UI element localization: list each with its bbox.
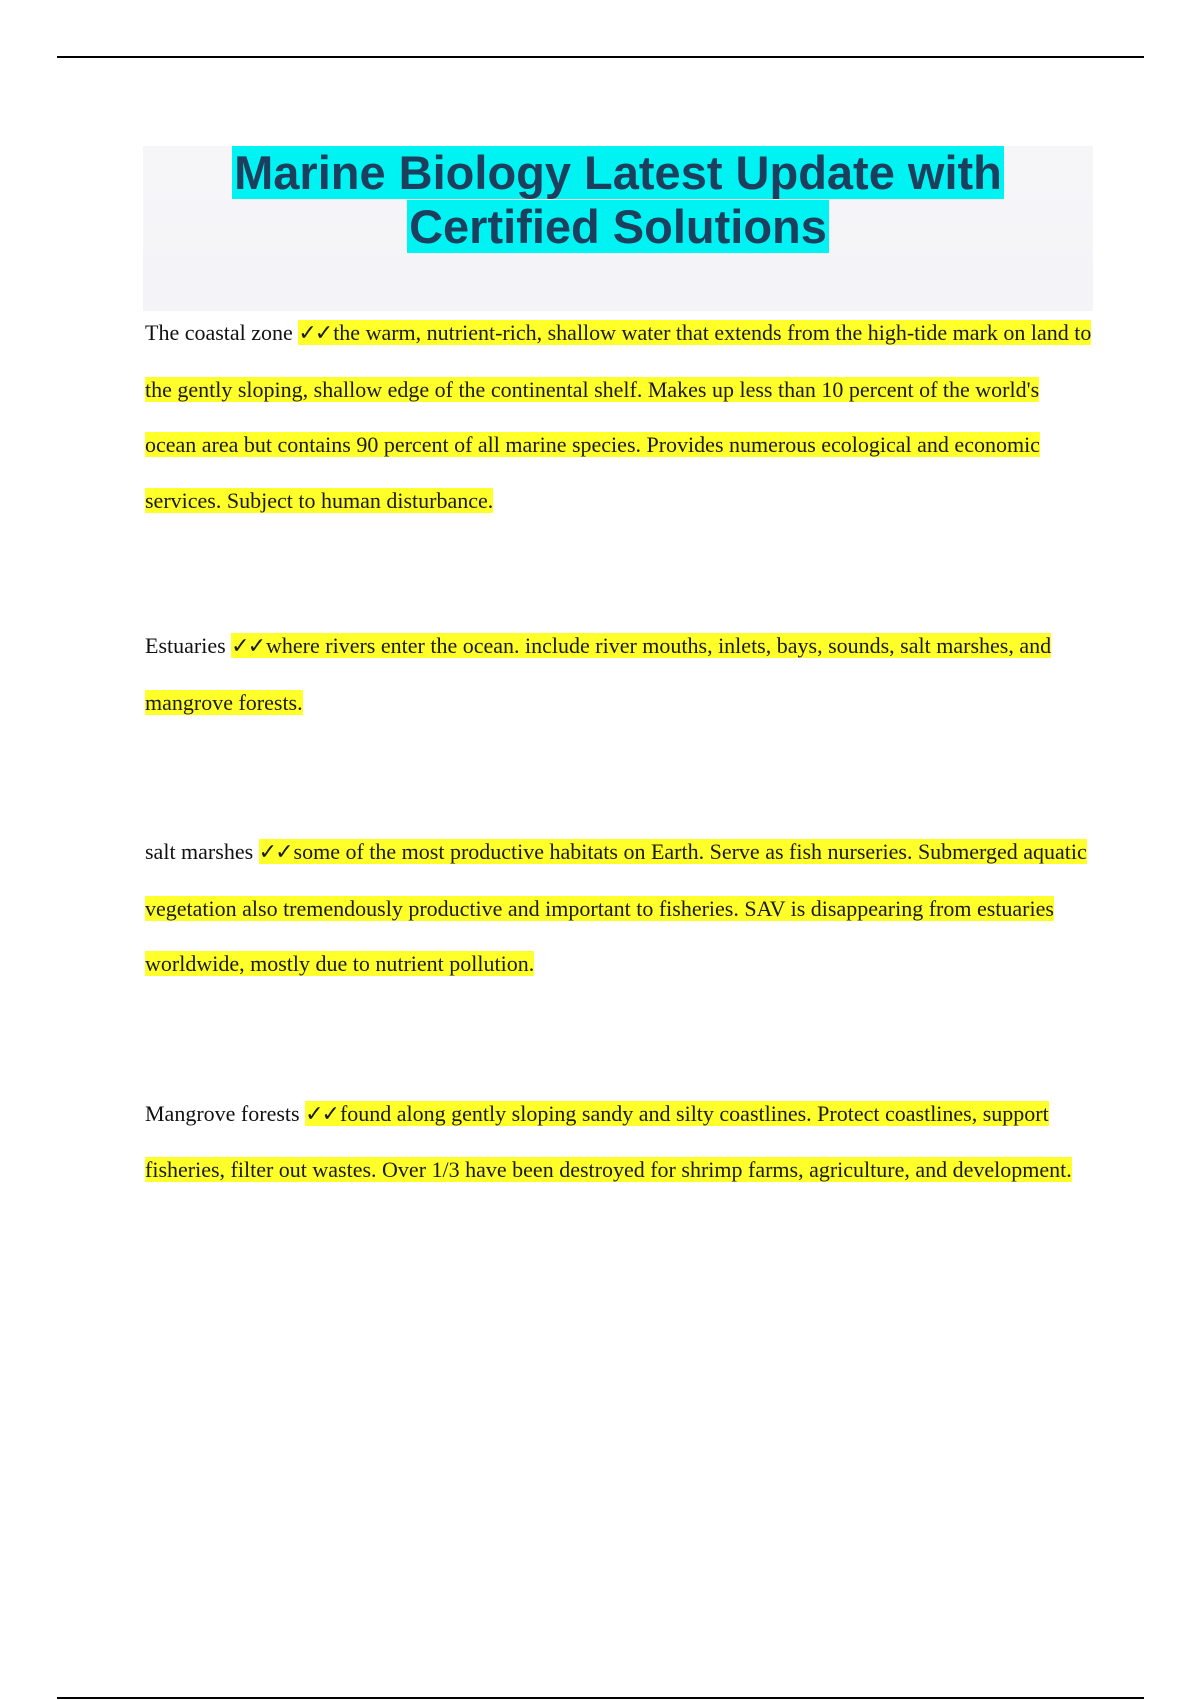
title-line-1: Marine Biology Latest Update with bbox=[234, 146, 1002, 199]
entry-term: Estuaries bbox=[145, 633, 226, 658]
title-block bbox=[143, 146, 1093, 311]
entry-coastal-zone bbox=[145, 305, 1095, 528]
bottom-rule bbox=[57, 1697, 1144, 1699]
entry-definition-text: found along gently sloping sandy and silty coastlines. Protect coastlines, support fisheries, filter out wastes. Over 1/3 have been destroyed for shrimp farms, agriculture, and development. bbox=[145, 1100, 1072, 1182]
entry-definition bbox=[145, 633, 1051, 715]
entry-term: Mangrove forests bbox=[145, 1100, 300, 1126]
entries-list bbox=[145, 305, 1095, 1198]
entry-term: salt marshes bbox=[145, 839, 254, 864]
entry-definition-text: where rivers enter the ocean. include river mouths, inlets, bays, sounds, salt marshes, and mangrove forests. bbox=[145, 633, 1052, 715]
title-line-2: Certified Solutions bbox=[409, 200, 827, 253]
top-rule bbox=[57, 56, 1144, 58]
check-mark-icon: ✓✓ bbox=[305, 1101, 338, 1127]
entry-estuaries bbox=[145, 618, 1095, 730]
entry-definition-text: some of the most productive habitats on Earth. Serve as fish nurseries. Submerged aquatic vegetation also tremendously productive and important to fisheries. SAV is disappearing from estuaries worldwide, mostly due to nutrient pollution. bbox=[145, 839, 1087, 976]
entry-salt-marshes bbox=[145, 824, 1095, 992]
page-title bbox=[143, 146, 1093, 254]
check-mark-icon: ✓✓ bbox=[258, 840, 292, 865]
entry-definition-text: the warm, nutrient-rich, shallow water that extends from the high-tide mark on land to the gently sloping, shallow edge of the continental shelf. Makes up less than 10 percent of the world's ocean area but contains 90 percent of all marine species. Provides numerous ecological and economic services. Subject to human disturbance. bbox=[145, 320, 1092, 513]
check-mark-icon: ✓✓ bbox=[298, 321, 332, 346]
entry-term: The coastal zone bbox=[145, 320, 293, 345]
entry-definition bbox=[145, 320, 1091, 513]
check-mark-icon: ✓✓ bbox=[231, 634, 265, 659]
entry-definition bbox=[145, 839, 1087, 976]
entry-mangrove-forests bbox=[145, 1086, 1095, 1198]
